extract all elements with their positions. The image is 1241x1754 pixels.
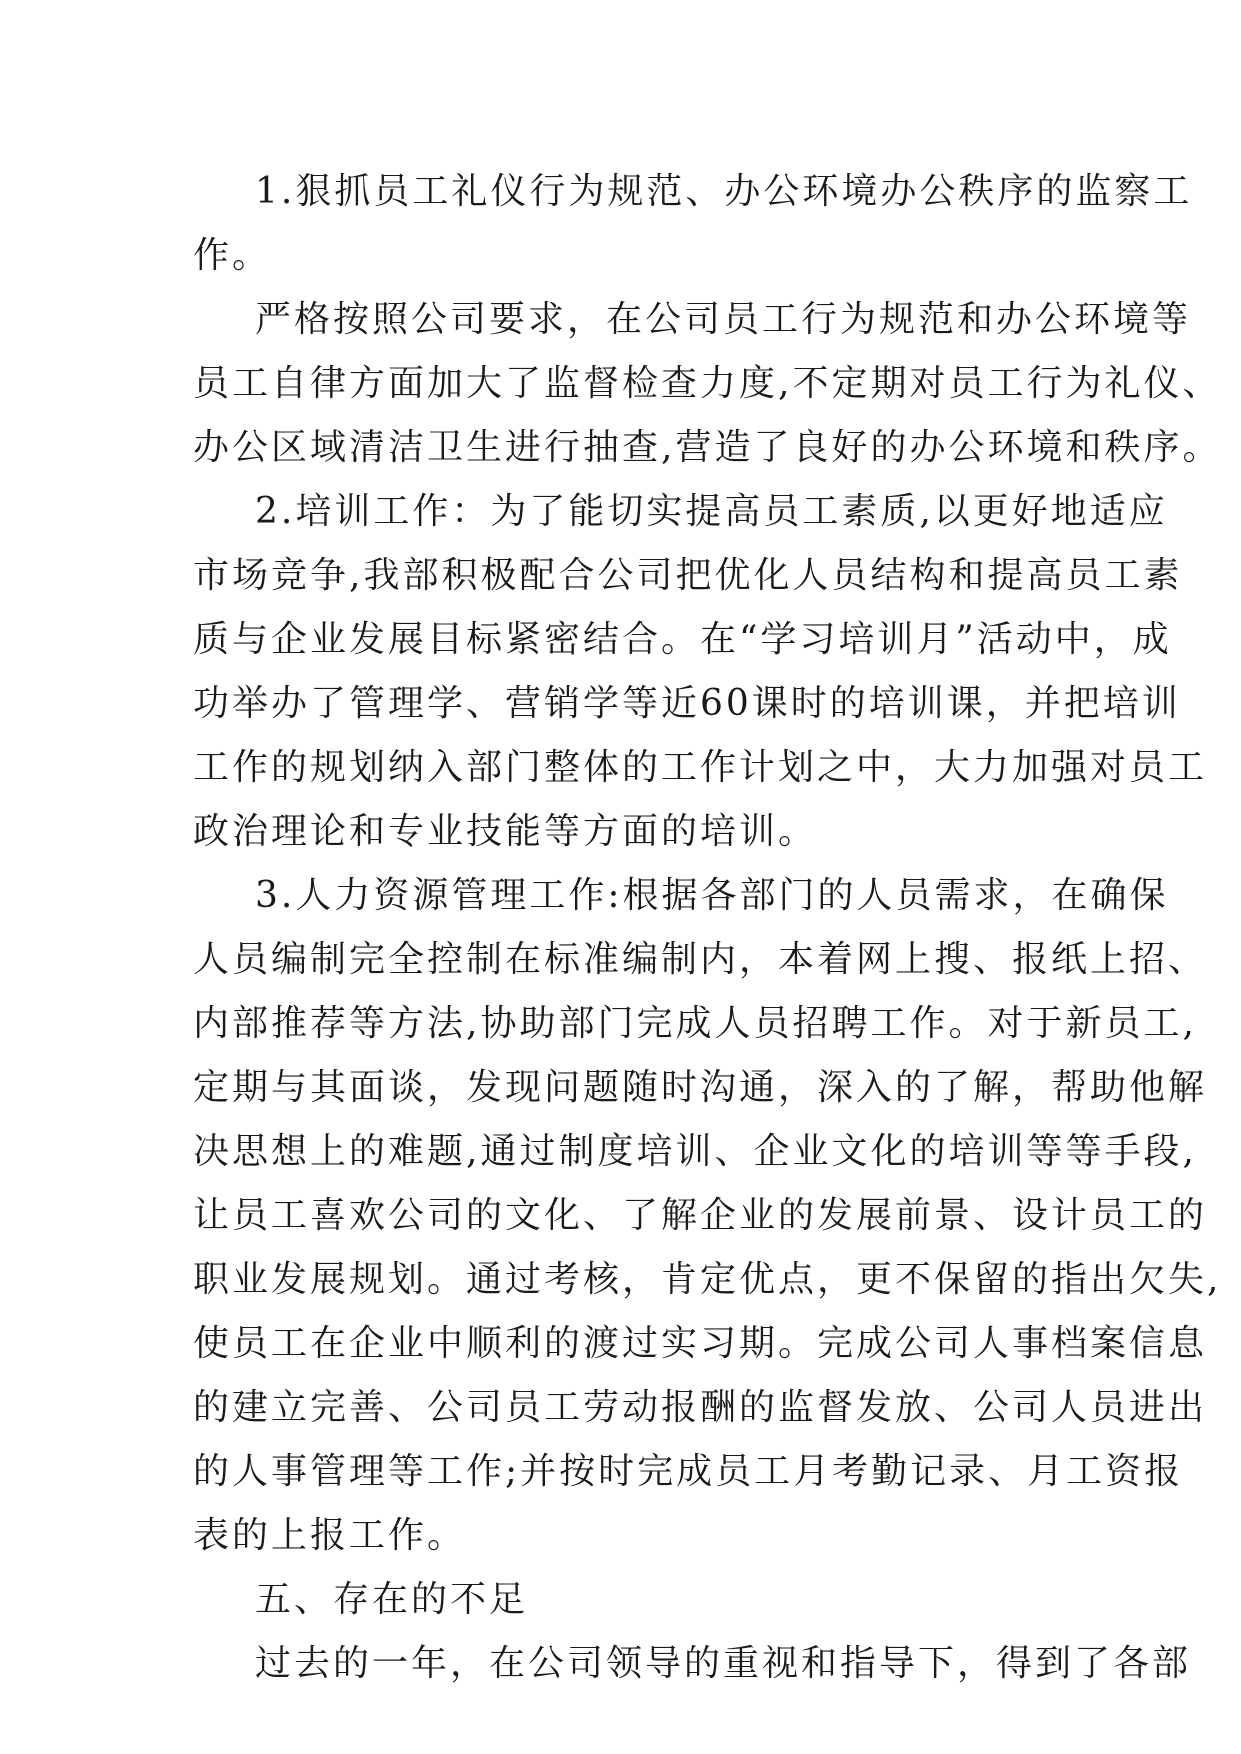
text-line: 严格按照公司要求，在公司员工行为规范和办公环境等 [255,299,1192,340]
text-line: 表的上报工作。 [193,1515,467,1556]
text-line: 使员工在企业中顺利的渡过实习期。完成公司人事档案信息 [193,1323,1208,1364]
section-heading: 五、存在的不足 [255,1579,529,1620]
text-line: 定期与其面谈，发现问题随时沟通，深入的了解，帮助他解 [193,1067,1208,1108]
text-line: 的人事管理等工作;并按时完成员工月考勤记录、月工资报 [193,1451,1184,1492]
text-line: 3.人力资源管理工作:根据各部门的人员需求，在确保 [255,875,1169,916]
text-line: 政治理论和专业技能等方面的培训。 [193,811,818,852]
text-line: 人员编制完全控制在标准编制内，本着网上搜、报纸上招、 [193,939,1208,980]
text-line: 工作的规划纳入部门整体的工作计划之中，大力加强对员工 [193,747,1208,788]
text-line: 市场竞争,我部积极配合公司把优化人员结构和提高员工素 [193,555,1183,596]
document-body [193,160,1222,1696]
text-line: 职业发展规划。通过考核，肯定优点，更不保留的指出欠失, [193,1259,1222,1300]
text-line: 让员工喜欢公司的文化、了解企业的发展前景、设计员工的 [193,1195,1208,1236]
text-line: 内部推荐等方法,协助部门完成人员招聘工作。对于新员工, [193,1003,1197,1044]
text-line: 的建立完善、公司员工劳动报酬的监督发放、公司人员进出 [193,1387,1208,1428]
text-line: 决思想上的难题,通过制度培训、企业文化的培训等等手段, [193,1131,1197,1172]
text-line: 2.培训工作：为了能切实提高员工素质,以更好地适应 [255,491,1168,532]
text-line: 作。 [193,235,272,276]
text-line: 员工自律方面加大了监督检查力度,不定期对员工行为礼仪、 [193,363,1222,404]
text-line: 过去的一年，在公司领导的重视和指导下，得到了各部 [255,1643,1192,1684]
text-line: 办公区域清洁卫生进行抽查,营造了良好的办公环境和秩序。 [193,427,1222,468]
text-line: 功举办了管理学、营销学等近60课时的培训课，并把培训 [193,683,1181,724]
text-line: 1.狠抓员工礼仪行为规范、办公环境办公秩序的监察工 [255,171,1193,212]
text-line: 质与企业发展目标紧密结合。在“学习培训月”活动中，成 [193,619,1172,660]
